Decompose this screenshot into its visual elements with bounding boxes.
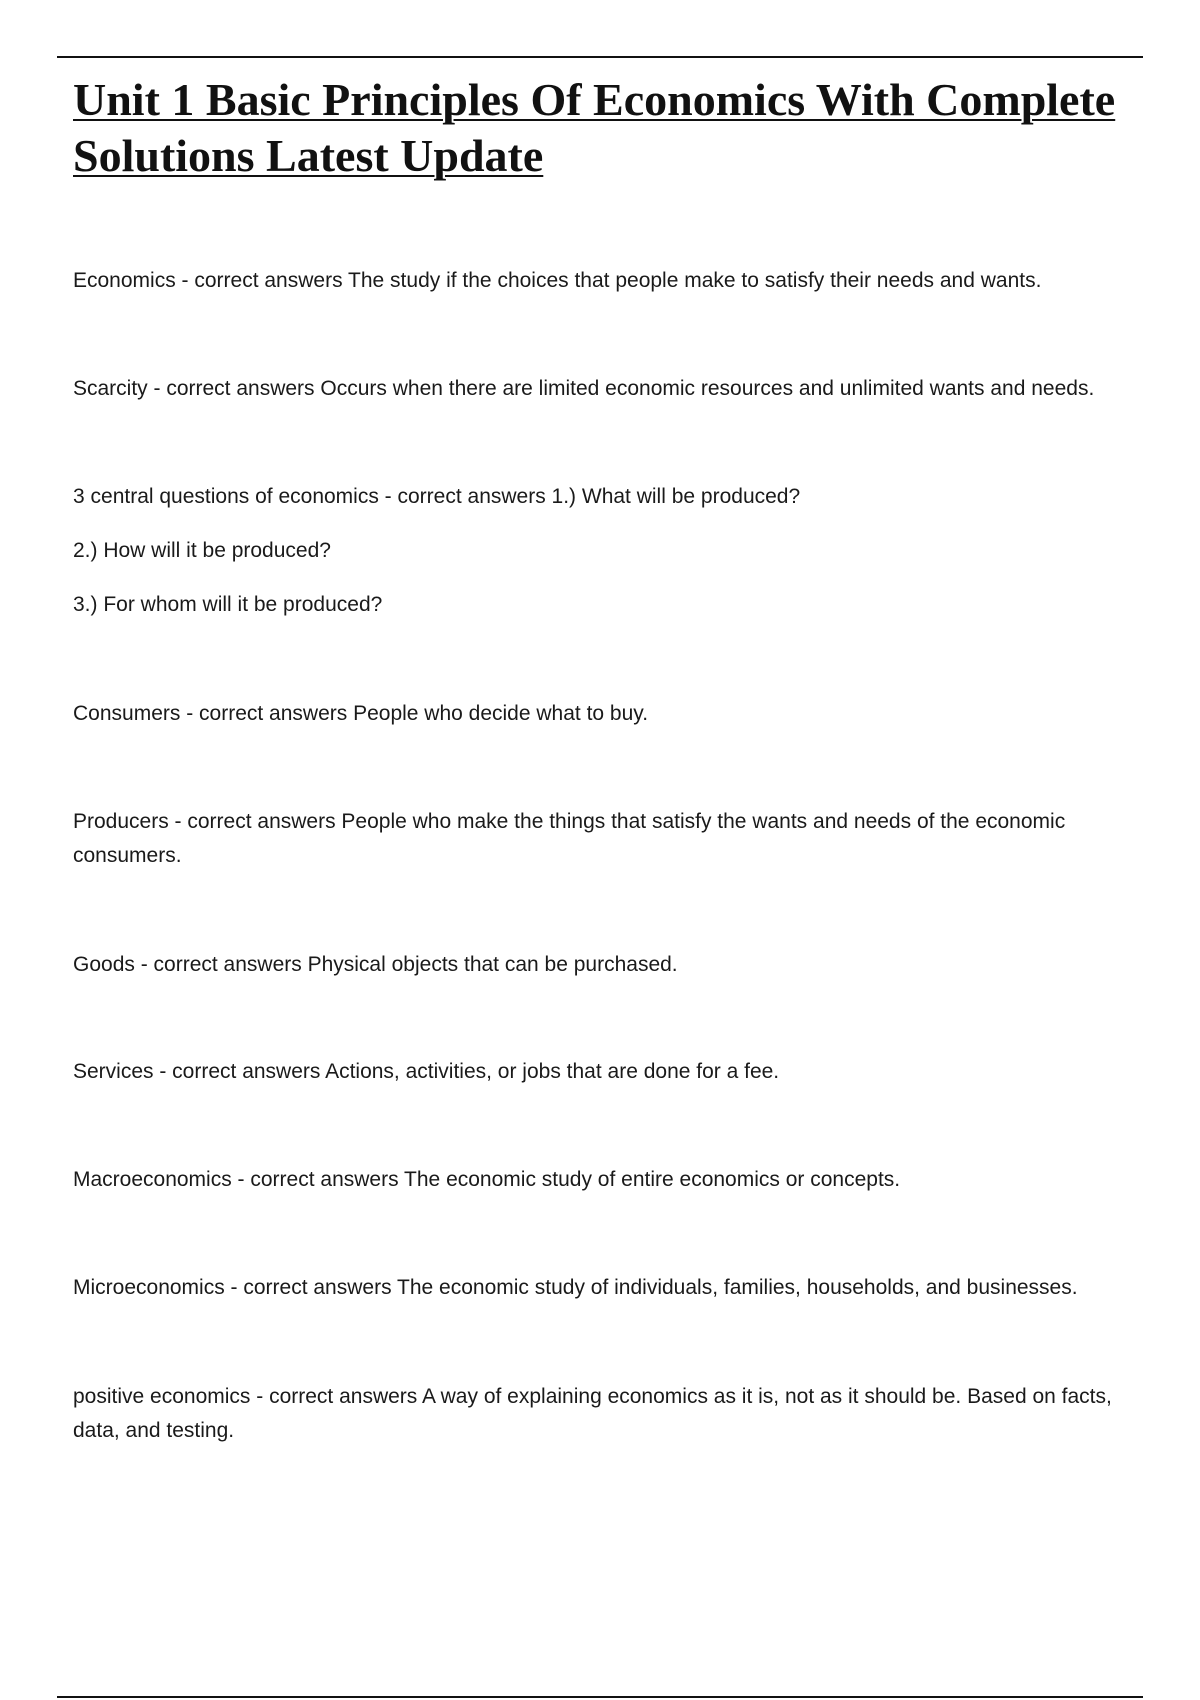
entry-consumers: Consumers - correct answers People who decide what to buy. bbox=[73, 702, 649, 725]
footer-rule bbox=[57, 1696, 1143, 1698]
entry-central-questions-3: 3.) For whom will it be produced? bbox=[73, 593, 383, 616]
entry-central-questions: 3 central questions of economics - correct answers 1.) What will be produced? bbox=[73, 485, 801, 508]
document-title: Unit 1 Basic Principles Of Economics With Complete Solutions Latest Update bbox=[73, 74, 1116, 181]
entry-producers: Producers - correct answers People who make the things that satisfy the wants and needs of the economic consumers. bbox=[73, 810, 1066, 867]
entry-macroeconomics: Macroeconomics - correct answers The economic study of entire economics or concepts. bbox=[73, 1168, 901, 1191]
entry-scarcity: Scarcity - correct answers Occurs when there are limited economic resources and unlimited wants and needs. bbox=[73, 377, 1095, 400]
entry-positive-economics: positive economics - correct answers A way of explaining economics as it is, not as it should be. Based on facts, data, and testing. bbox=[73, 1385, 1112, 1442]
header-rule bbox=[57, 56, 1143, 58]
entry-economics: Economics - correct answers The study if the choices that people make to satisfy their needs and wants. bbox=[73, 269, 1042, 292]
entry-central-questions-2: 2.) How will it be produced? bbox=[73, 539, 331, 562]
entry-services: Services - correct answers Actions, activities, or jobs that are done for a fee. bbox=[73, 1060, 780, 1083]
entry-goods: Goods - correct answers Physical objects that can be purchased. bbox=[73, 953, 678, 976]
entry-microeconomics: Microeconomics - correct answers The economic study of individuals, families, households, and businesses. bbox=[73, 1276, 1078, 1299]
